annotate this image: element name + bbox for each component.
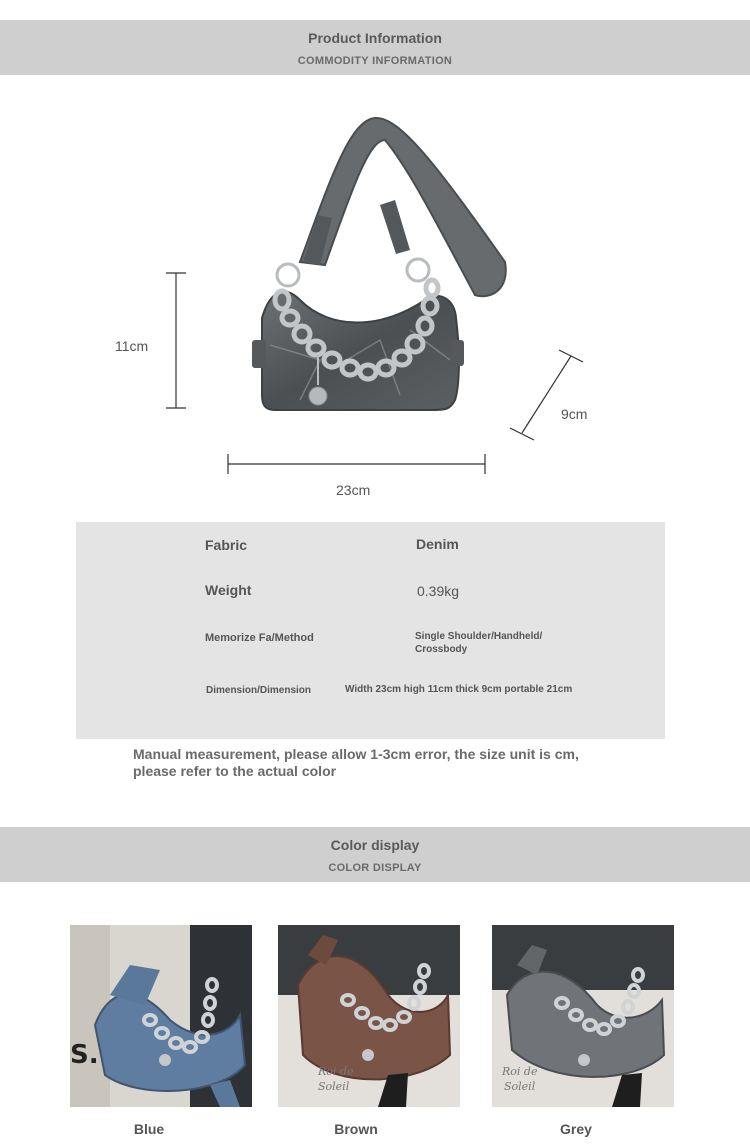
color-label-grey: Grey [560, 1121, 592, 1137]
product-info-subtitle: COMMODITY INFORMATION [297, 55, 453, 67]
method-label: Memorize Fa/Method [205, 632, 314, 644]
note-line2: please refer to the actual color [133, 763, 337, 779]
svg-text:Roi de: Roi de [318, 1065, 354, 1078]
width-label: 23cm [336, 482, 371, 498]
color-thumb-blue[interactable] [70, 925, 252, 1107]
bag-strap [300, 118, 506, 296]
fabric-label: Fabric [205, 537, 248, 553]
color-label-brown: Brown [334, 1121, 378, 1137]
svg-text:Roi de: Roi de [502, 1065, 538, 1078]
color-label-blue: Blue [133, 1121, 165, 1137]
method-value-line2: Crossbody [415, 644, 468, 655]
blue-bag-image [70, 925, 252, 1107]
weight-value: 0.39kg [417, 583, 460, 599]
color-display-subtitle: COLOR DISPLAY [328, 862, 422, 874]
product-info-title: Product Information [308, 30, 442, 46]
width-dimension-line [228, 454, 485, 474]
height-label: 11cm [115, 338, 149, 354]
grey-bag-image [492, 925, 674, 1107]
depth-label: 9cm [561, 406, 588, 422]
color-display-header [0, 827, 750, 882]
spec-table [76, 522, 665, 739]
svg-text:Soleil: Soleil [318, 1080, 350, 1093]
right-ring [407, 259, 429, 281]
color-thumb-grey[interactable] [492, 925, 674, 1107]
method-value-line1: Single Shoulder/Handheld/ [415, 631, 543, 642]
product-illustration [0, 80, 750, 520]
measurement-note [133, 746, 613, 780]
left-ring [277, 264, 299, 286]
method-value [415, 630, 542, 656]
coin-charm [309, 387, 327, 405]
fabric-value: Denim [416, 536, 459, 552]
color-thumb-brown[interactable] [278, 925, 460, 1107]
weight-label: Weight [205, 582, 252, 598]
svg-text:S.: S. [70, 1040, 99, 1070]
color-display-title: Color display [330, 837, 420, 853]
dimension-value: Width 23cm high 11cm thick 9cm portable 21cm [345, 684, 573, 695]
height-dimension-line [166, 273, 186, 408]
depth-dimension-line [510, 350, 583, 440]
product-info-header [0, 20, 750, 75]
note-line1: Manual measurement, please allow 1-3cm error, the size unit is cm, [133, 746, 579, 762]
brown-bag-image [278, 925, 460, 1107]
dimension-label: Dimension/Dimension [206, 685, 312, 696]
svg-text:Soleil: Soleil [504, 1080, 536, 1093]
